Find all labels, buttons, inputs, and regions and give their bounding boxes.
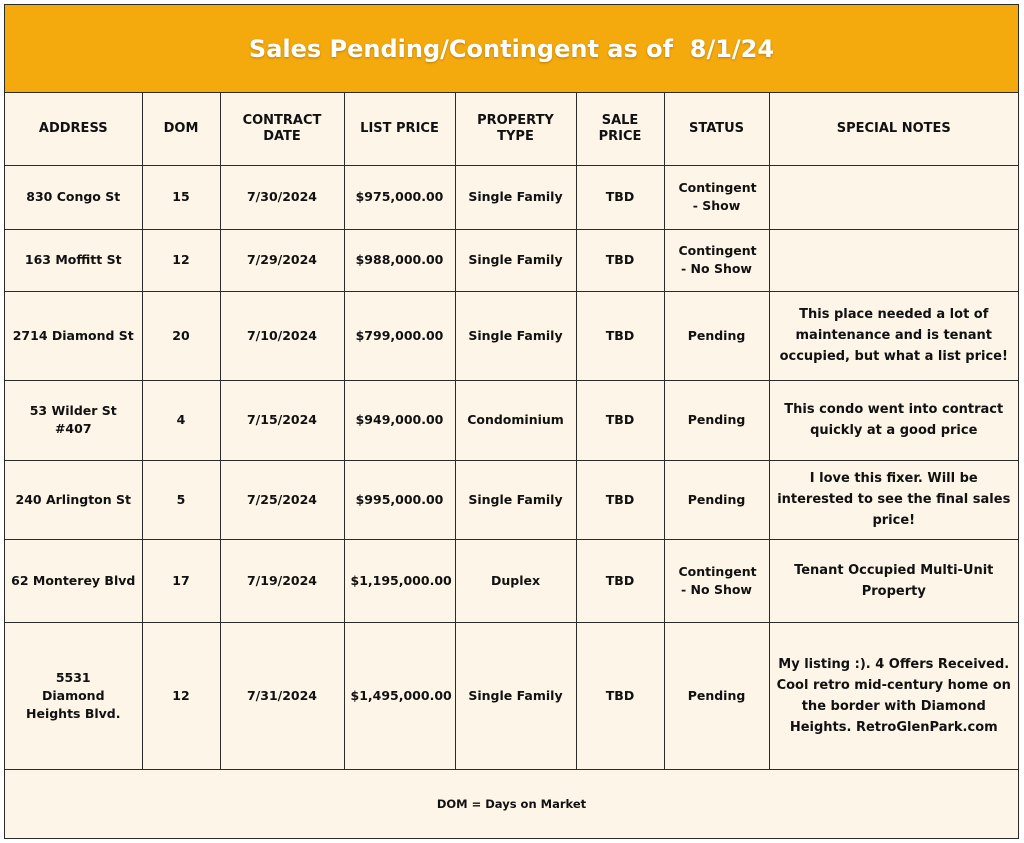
notes-cell: [769, 229, 1018, 291]
address-cell: 2714 Diamond St: [5, 291, 142, 380]
property-type-cell: Condominium: [455, 380, 576, 460]
status-cell: Contingent - Show: [664, 165, 769, 229]
list-price-cell: $1,495,000.00: [344, 622, 455, 769]
property-type-cell: Single Family: [455, 622, 576, 769]
notes-cell: [769, 165, 1018, 229]
status-cell: Contingent - No Show: [664, 539, 769, 622]
header-dom: DOM: [142, 93, 220, 165]
dom-cell: 12: [142, 622, 220, 769]
list-price-cell: $975,000.00: [344, 165, 455, 229]
address-cell: 240 Arlington St: [5, 460, 142, 539]
property-type-cell: Single Family: [455, 291, 576, 380]
table-row: [5, 380, 1018, 460]
table-row: [5, 539, 1018, 622]
property-type-cell: Single Family: [455, 165, 576, 229]
sales-table: [5, 93, 1018, 839]
header-special-notes: SPECIAL NOTES: [769, 93, 1018, 165]
contract-date-cell: 7/25/2024: [220, 460, 344, 539]
table-row: [5, 165, 1018, 229]
sale-price-cell: TBD: [576, 291, 664, 380]
sale-price-cell: TBD: [576, 539, 664, 622]
property-type-cell: Single Family: [455, 229, 576, 291]
list-price-cell: $988,000.00: [344, 229, 455, 291]
dom-cell: 12: [142, 229, 220, 291]
header-list-price: LIST PRICE: [344, 93, 455, 165]
sale-price-cell: TBD: [576, 380, 664, 460]
contract-date-cell: 7/30/2024: [220, 165, 344, 229]
status-cell: Pending: [664, 291, 769, 380]
contract-date-cell: 7/10/2024: [220, 291, 344, 380]
header-sale-price: SALE PRICE: [576, 93, 664, 165]
list-price-cell: $949,000.00: [344, 380, 455, 460]
sheet-title: Sales Pending/Contingent as of 8/1/24: [248, 34, 775, 63]
header-status: STATUS: [664, 93, 769, 165]
dom-cell: 20: [142, 291, 220, 380]
title-bar: [5, 5, 1018, 93]
notes-cell: This place needed a lot of maintenance and is tenant occupied, but what a list price!: [769, 291, 1018, 380]
contract-date-cell: 7/31/2024: [220, 622, 344, 769]
header-property-type: PROPERTY TYPE: [455, 93, 576, 165]
table-row: [5, 229, 1018, 291]
dom-legend: DOM = Days on Market: [5, 769, 1018, 839]
dom-cell: 15: [142, 165, 220, 229]
header-address: ADDRESS: [5, 93, 142, 165]
sale-price-cell: TBD: [576, 622, 664, 769]
notes-cell: Tenant Occupied Multi-Unit Property: [769, 539, 1018, 622]
property-type-cell: Single Family: [455, 460, 576, 539]
address-cell: 830 Congo St: [5, 165, 142, 229]
sale-price-cell: TBD: [576, 229, 664, 291]
notes-cell: This condo went into contract quickly at a good price: [769, 380, 1018, 460]
status-cell: Pending: [664, 460, 769, 539]
status-cell: Pending: [664, 622, 769, 769]
pending-sales-sheet: [4, 4, 1019, 839]
address-cell: 53 Wilder St #407: [5, 380, 142, 460]
contract-date-cell: 7/19/2024: [220, 539, 344, 622]
address-cell: 62 Monterey Blvd: [5, 539, 142, 622]
notes-cell: My listing :). 4 Offers Received. Cool retro mid-century home on the border with Diamond Heights. RetroGlenPark.com: [769, 622, 1018, 769]
list-price-cell: $1,195,000.00: [344, 539, 455, 622]
dom-cell: 5: [142, 460, 220, 539]
header-row: [5, 93, 1018, 165]
status-cell: Pending: [664, 380, 769, 460]
sale-price-cell: TBD: [576, 460, 664, 539]
property-type-cell: Duplex: [455, 539, 576, 622]
notes-cell: I love this fixer. Will be interested to see the final sales price!: [769, 460, 1018, 539]
address-cell: 163 Moffitt St: [5, 229, 142, 291]
dom-cell: 17: [142, 539, 220, 622]
footer-row: [5, 769, 1018, 839]
dom-cell: 4: [142, 380, 220, 460]
contract-date-cell: 7/15/2024: [220, 380, 344, 460]
status-cell: Contingent - No Show: [664, 229, 769, 291]
list-price-cell: $799,000.00: [344, 291, 455, 380]
table-row: [5, 622, 1018, 769]
sale-price-cell: TBD: [576, 165, 664, 229]
list-price-cell: $995,000.00: [344, 460, 455, 539]
contract-date-cell: 7/29/2024: [220, 229, 344, 291]
table-row: [5, 291, 1018, 380]
header-contract-date: CONTRACT DATE: [220, 93, 344, 165]
table-row: [5, 460, 1018, 539]
address-cell: 5531 Diamond Heights Blvd.: [5, 622, 142, 769]
